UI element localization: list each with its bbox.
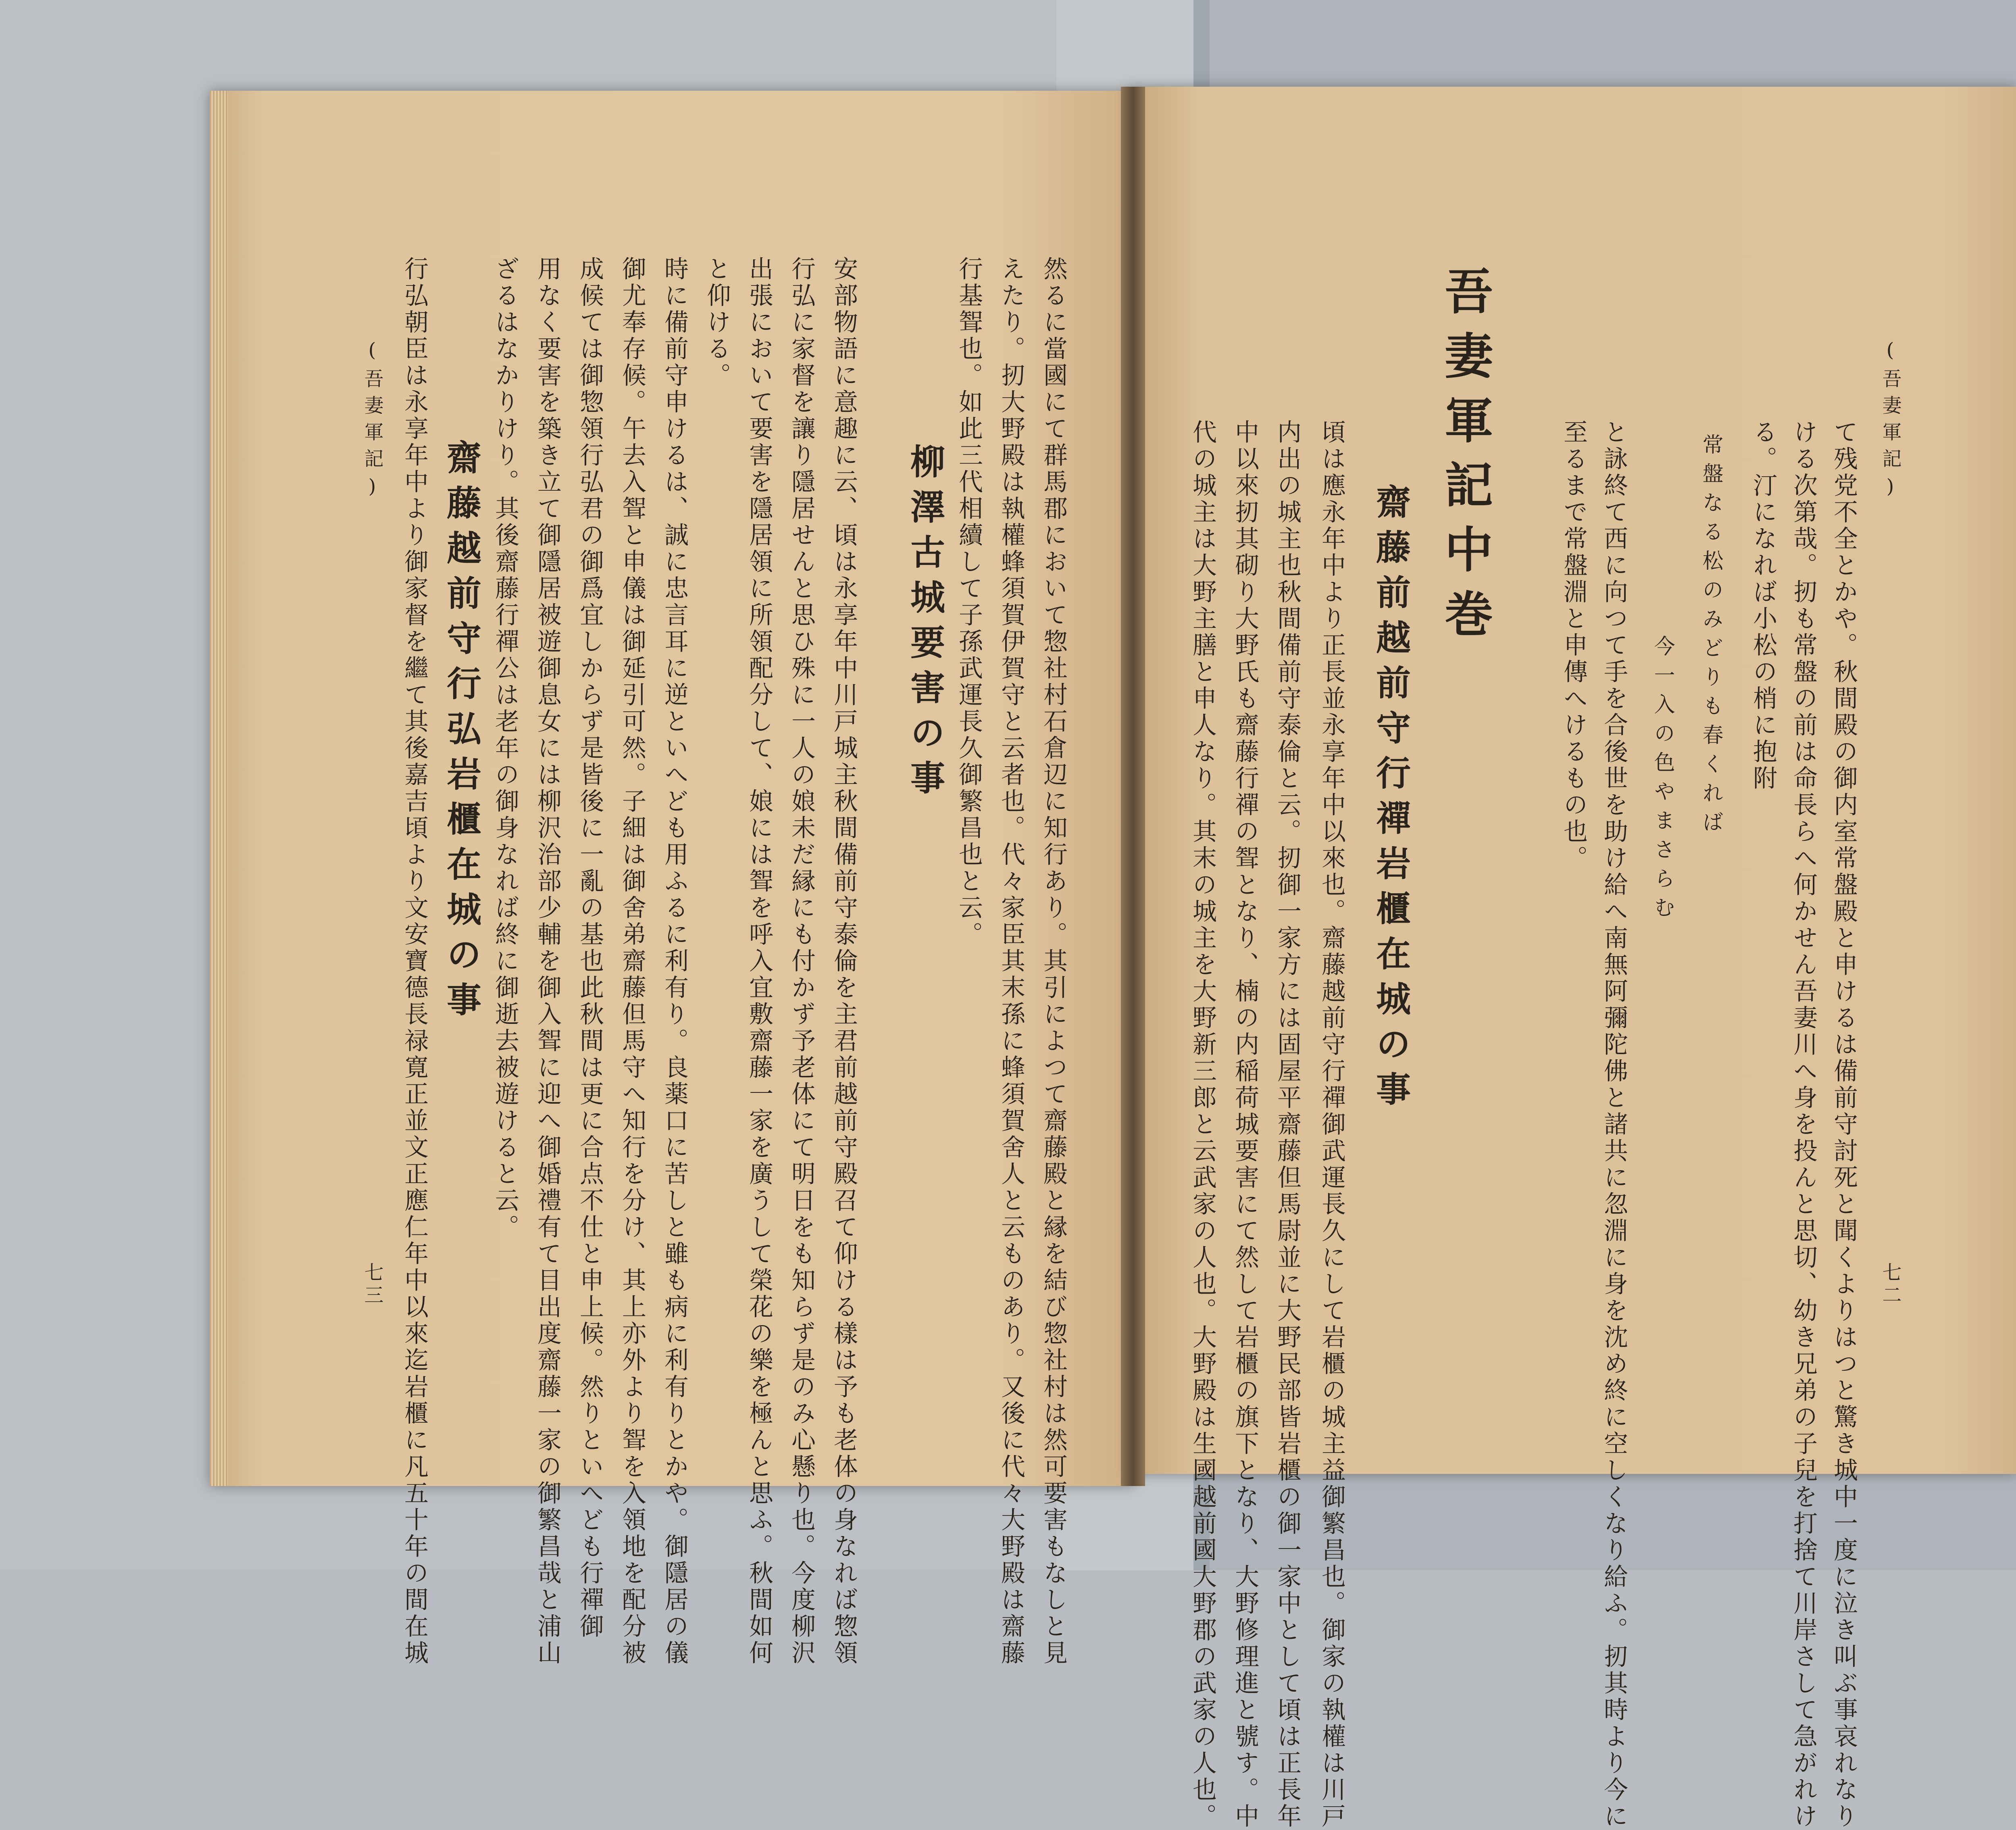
poem-line: 常盤なる松のみどりも春くれば	[1699, 434, 1723, 840]
text-column: 用なく要害を築き立て御隱居被遊御息女には柳沢治部少輔を御入聟に迎へ御婚禮有て目出度齋藤一家の御繁昌哉と浦山	[533, 256, 562, 1667]
text-column: 代の城主は大野主膳と申人なり。其末の城主を大野新三郎と云武家の人也。大野殿は生國越前國大野郡の武家の人也。	[1189, 419, 1217, 1830]
text-column: 時に備前守申けるは、誠に忠言耳に逆といへども用ふるに利有り。良薬口に苦しと雖も病に利有りとかや。御隱居の儀	[660, 256, 689, 1667]
text-column: ける次第哉。扨も常盤の前は命長らへ何かせん吾妻川へ身を投んと思切、幼き兄弟の子兒を打捨て川岸さして急がれけ	[1789, 419, 1818, 1830]
text-column: 御尤奉存候。午去入聟と申儀は御延引可然。子細は御舍弟齋藤但馬守へ知行を分け、其上亦外より聟を入領地を配分被	[618, 256, 646, 1667]
page-number-left: 七三	[361, 1262, 383, 1307]
text-column: と仰ける。	[703, 256, 731, 389]
section-title: 齋藤前越前守行禪岩櫃在城の事	[1370, 484, 1411, 1116]
volume-title: 吾妻軍記中巻	[1437, 266, 1493, 653]
text-column: と詠終て西に向つて手を合後世を助け給へ南無阿彌陀佛と諸共に忽淵に身を沈め終に空しくなり給ふ。扨其時より今に	[1600, 419, 1628, 1830]
text-column: 中以來扨其砌り大野氏も齋藤行禪の聟となり、楠の内稲荷城要害にて然して岩櫃の旗下となり、大野修理進と號す。中	[1231, 419, 1259, 1830]
section-title: 柳澤古城要害の事	[904, 444, 945, 805]
text-column: 行基聟也。如此三代相續して子孫武運長久御繁昌也と云。	[955, 256, 983, 948]
text-column: 行弘朝臣は永享年中より御家督を繼て其後嘉吉頃より文安寶德長禄寛正並文正應仁年中以來迄岩櫃に凡五十年の間在城	[400, 256, 429, 1667]
text-column: えたり。扨大野殿は執權蜂須賀伊賀守と云者也。代々家臣其末孫に蜂須賀舍人と云ものあり。又後に代々大野殿は齋藤	[997, 256, 1025, 1667]
running-header-left: (吾妻軍記)	[361, 339, 383, 505]
page-edges	[210, 91, 228, 1486]
text-column: 成候ては御惣領行弘君の御爲宜しからず是皆後に一亂の基也此秋間は更に合点不仕と申上候。然りといへども行禪御	[576, 256, 604, 1640]
text-column: 頃は應永年中より正長並永享年中以來也。齋藤越前守行禪御武運長久にして岩櫃の城主益御繁昌也。御家の執權は川戸	[1318, 419, 1346, 1830]
text-column: 然るに當國にて群馬郡において惣社村石倉辺に知行あり。其引によつて齋藤殿と縁を結び惣社村は然可要害もなしと見	[1039, 256, 1068, 1667]
poem-line: 今一入の色やまさらむ	[1650, 635, 1674, 925]
book-gutter	[1121, 87, 1145, 1486]
text-column: ざるはなかりけり。其後齋藤行禪公は老年の御身なれば終に御逝去被遊けると云。	[491, 256, 519, 1241]
text-column: 出張において要害を隱居領に所領配分して、娘には聟を呼入宜敷齋藤一家を廣うして榮花の樂を極んと思ふ。秋間如何	[745, 256, 773, 1667]
text-column: 内出の城主也秋間備前守泰倫と云。扨御一家方には固屋平齋藤但馬尉並に大野民部皆岩櫃の御一家中として頃は正長年	[1273, 419, 1302, 1830]
text-column: 安部物語に意趣に云、頃は永享年中川戸城主秋間備前守泰倫を主君前越前守殿召て仰ける樣は予も老体の身なれば惣領	[830, 256, 858, 1667]
text-column: 至るまで常盤淵と申傳へけるもの也。	[1560, 419, 1588, 872]
text-column: る。汀になれば小松の梢に抱附	[1749, 419, 1777, 792]
section-title: 齋藤越前守行弘岩櫃在城の事	[441, 440, 481, 1027]
text-column: 行弘に家督を讓り隱居せんと思ひ殊に一人の娘未だ縁にも付かず予老体にて明日をも知らず是のみ心懸り也。今度柳沢	[787, 256, 816, 1667]
page-number-right: 七二	[1879, 1262, 1901, 1307]
running-header-right: (吾妻軍記)	[1879, 339, 1901, 505]
text-column: て残党不全とかや。秋間殿の御内室常盤殿と申けるは備前守討死と聞くよりはつと驚き城中一度に泣き叫ぶ事哀れなり	[1830, 419, 1858, 1830]
